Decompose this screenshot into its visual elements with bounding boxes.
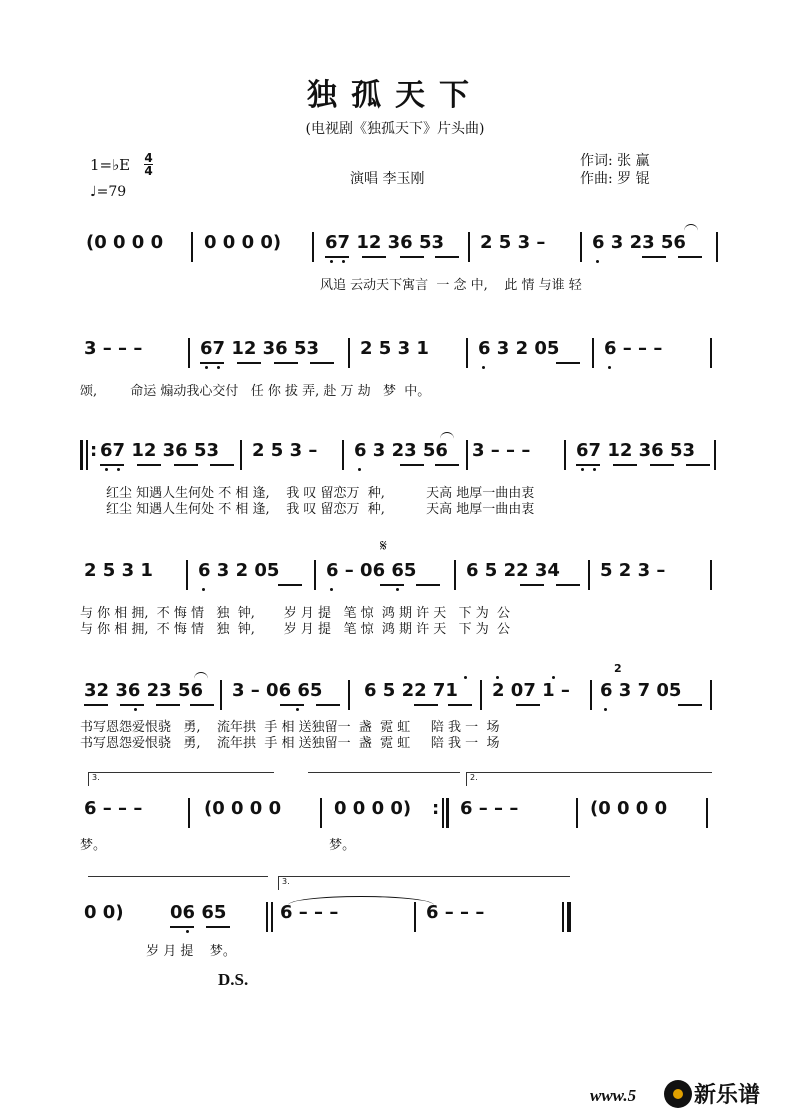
volta-ending-3: 3. [88,772,274,786]
notes-line-1: (0 0 0 0 [86,232,164,253]
watermark-logo [590,1072,790,1114]
lyrics-line-6-verse-1: 梦。 梦。 [80,838,356,853]
song-subtitle: (电视剧《独孤天下》片头曲) [305,121,485,137]
song-title: 独孤天下 [307,78,483,113]
watermark-name: 新乐谱 [694,1083,761,1108]
dal-segno-marking: D.S. [218,970,249,989]
tempo-marking: ♩=79 [90,184,127,200]
score-line-7: 0 0) 06 65 6 – – – 6 – – – [80,902,720,932]
score-line-3: : 67 12 36 53 2 5 3 – 6 3 23 56 3 – – – 67 12 36 53 [80,440,720,470]
time-denominator: 4 [144,164,153,178]
lyrics-line-7-verse-1: 岁 月 提 梦。 [80,944,236,959]
key-signature: 1=♭E [90,156,131,174]
volta-ending-3-line-7: 3. [278,876,570,890]
score-line-1: (0 0 0 0 0 0 0 0) 67 12 36 53 2 5 3 – 6 3 23 56 [80,232,720,262]
volta-ending-2: 2. [466,772,712,786]
watermark-url: www.5 [590,1086,637,1105]
repeat-start-sign: : [90,440,98,461]
time-signature [144,152,153,177]
score-line-5: 32 36 23 56 3 – 06 65 6 5 22 71 2 07 1 – 6 3 7 05 2 [80,680,720,710]
score-line-4: 2 5 3 1 6 3 2 05 6 – 06 65 6 5 22 34 5 2 3 – [80,560,720,590]
lyrics-line-4-verse-1: 与 你 相 拥, 不 悔 情 独 钟, 岁 月 提 笔 惊 鸿 期 许 天 下 为 公 [80,606,511,621]
score-line-2: 3 – – – 67 12 36 53 2 5 3 1 6 3 2 05 6 – – – [80,338,720,368]
lyrics-line-2-verse-1: 颂, 命运 煽动我心交付 任 你 拔 弄, 赴 万 劫 梦 中。 [80,384,431,399]
lyrics-line-3-verse-1: 红尘 知遇人生何处 不 相 逢, 我 叹 留恋万 种, 天高 地厚一曲由衷 [106,486,535,501]
lyrics-line-5-verse-2: 书写恩怨爱恨骁 勇, 流年拱 手 相 送独留一 盏 霓 虹 陪 我 一 场 [80,736,500,751]
volta-bracket-line-7 [88,876,268,890]
lyricist-credit: 作词: 张 赢 [580,153,650,169]
score-line-6: 6 – – – (0 0 0 0 0 0 0 0) : 6 – – – (0 0 0 0 [80,798,720,828]
repeat-end-sign: : [432,798,440,819]
singer-credit: 演唱 李玉刚 [350,171,425,187]
volta-ending-3-cont [308,772,460,786]
composer-credit: 作曲: 罗 锟 [580,171,650,187]
lyrics-line-5-verse-1: 书写恩怨爱恨骁 勇, 流年拱 手 相 送独留一 盏 霓 虹 陪 我 一 场 [80,720,500,735]
lyrics-line-4-verse-2: 与 你 相 拥, 不 悔 情 独 钟, 岁 月 提 笔 惊 鸿 期 许 天 下 为 公 [80,622,511,637]
segno-sign: 𝄋 [380,536,387,555]
time-numerator: 4 [144,151,153,165]
record-icon [664,1080,692,1108]
lyrics-line-3-verse-2: 红尘 知遇人生何处 不 相 逢, 我 叹 留恋万 种, 天高 地厚一曲由衷 [106,502,535,517]
lyrics-line-1-verse-1: 风追 云动天下寓言 一 念 中, 此 情 与谁 轻 [320,278,582,293]
